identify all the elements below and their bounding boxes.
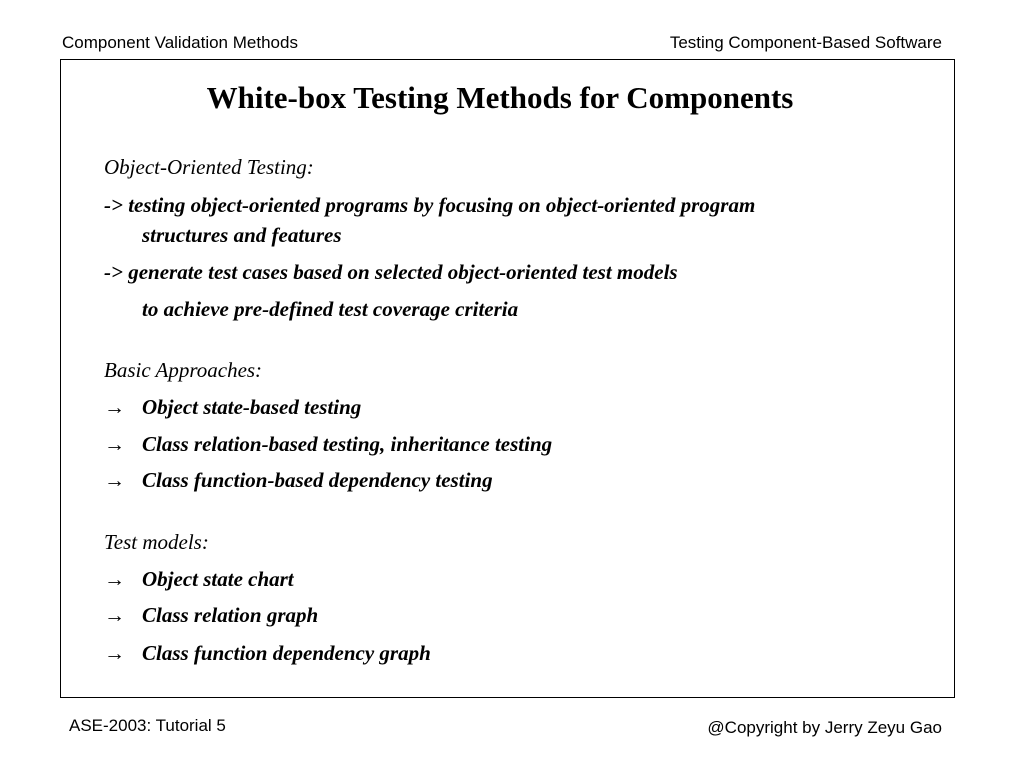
model-item-1: Object state chart xyxy=(142,567,294,591)
footer-left: ASE-2003: Tutorial 5 xyxy=(69,716,226,735)
approach-item-2: Class relation-based testing, inheritance testing xyxy=(142,432,553,456)
model-item-3: Class function dependency graph xyxy=(142,641,431,665)
list-item xyxy=(104,394,361,420)
approach-item-3: Class function-based dependency testing xyxy=(142,468,493,492)
list-item xyxy=(104,566,294,592)
list-item xyxy=(104,431,552,457)
model-item-2: Class relation graph xyxy=(142,603,319,627)
arrow-right-icon: → xyxy=(104,567,125,591)
oo-testing-point-2: -> generate test cases based on selected object-oriented test models xyxy=(104,260,678,284)
arrow-right-icon: → xyxy=(104,641,125,665)
header-right-title: Testing Component-Based Software xyxy=(669,33,942,52)
approach-item-1: Object state-based testing xyxy=(142,395,362,419)
arrow-right-icon: → xyxy=(104,468,125,492)
basic-approaches-heading: Basic Approaches: xyxy=(104,358,263,382)
footer-copyright: @Copyright by Jerry Zeyu Gao xyxy=(707,718,942,737)
arrow-right-icon: → xyxy=(104,395,125,419)
header-left-title: Component Validation Methods xyxy=(62,33,298,52)
oo-testing-point-1: -> testing object-oriented programs by focusing on object-oriented program xyxy=(104,193,756,217)
test-models-heading: Test models: xyxy=(104,530,209,554)
oo-testing-point-1-cont: structures and features xyxy=(142,223,342,247)
slide-title: White-box Testing Methods for Components xyxy=(206,80,794,115)
arrow-right-icon: → xyxy=(104,603,125,627)
list-item xyxy=(104,467,493,493)
oo-testing-point-2-cont: to achieve pre-defined test coverage criteria xyxy=(142,297,519,321)
list-item xyxy=(104,640,431,666)
oo-testing-heading: Object-Oriented Testing: xyxy=(104,155,314,179)
arrow-right-icon: → xyxy=(104,432,125,456)
list-item xyxy=(104,602,318,628)
